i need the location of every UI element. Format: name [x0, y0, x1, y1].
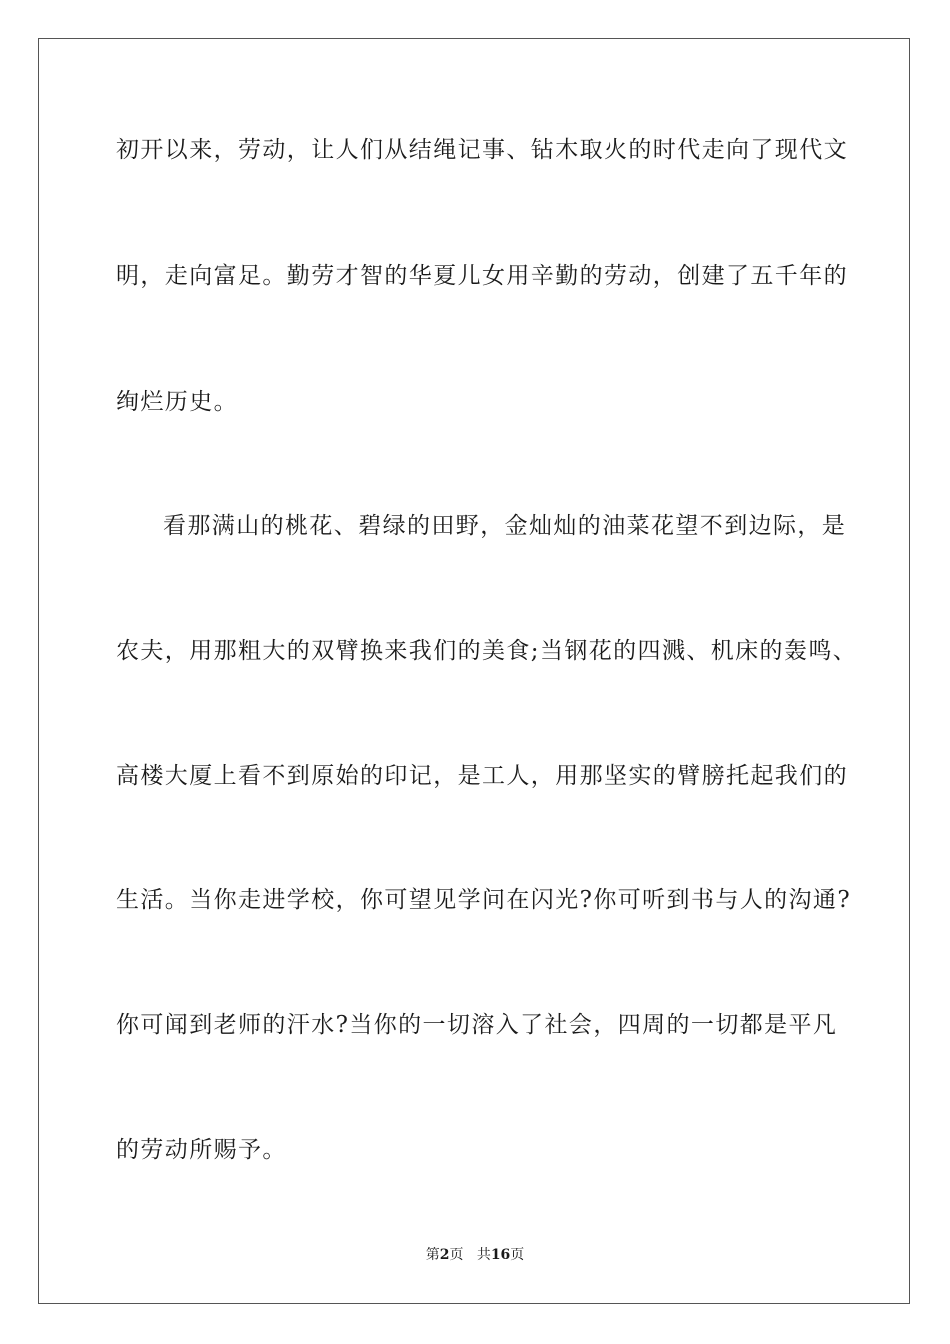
footer-page-suffix: 页: [449, 1247, 464, 1263]
page-footer: [0, 1246, 950, 1264]
footer-page-prefix: 第: [425, 1247, 440, 1263]
body-line-8: 你可闻到老师的汗水?当你的一切溶入了社会，四周的一切都是平凡: [116, 1012, 838, 1038]
body-line-3: 绚烂历史。: [116, 389, 238, 415]
body-line-1: 初开以来，劳动，让人们从结绳记事、钻木取火的时代走向了现代文: [116, 137, 848, 163]
footer-total-pages: 16: [490, 1247, 511, 1263]
body-line-5: 农夫，用那粗大的双臂换来我们的美食;当钢花的四溅、机床的轰鸣、: [116, 638, 858, 664]
body-line-6: 高楼大厦上看不到原始的印记，是工人，用那坚实的臂膀托起我们的: [116, 763, 848, 789]
body-line-4: 看那满山的桃花、碧绿的田野，金灿灿的油菜花望不到边际，是: [163, 513, 847, 539]
footer-total-prefix: 共: [476, 1247, 491, 1263]
footer-page-number: 2: [439, 1247, 450, 1263]
page-frame: [38, 38, 910, 1304]
body-line-7: 生活。当你走进学校，你可望见学问在闪光?你可听到书与人的沟通?: [116, 887, 852, 913]
body-line-9: 的劳动所赐予。: [116, 1137, 287, 1163]
footer-total-suffix: 页: [510, 1247, 525, 1263]
body-line-2: 明，走向富足。勤劳才智的华夏儿女用辛勤的劳动，创建了五千年的: [116, 263, 848, 289]
